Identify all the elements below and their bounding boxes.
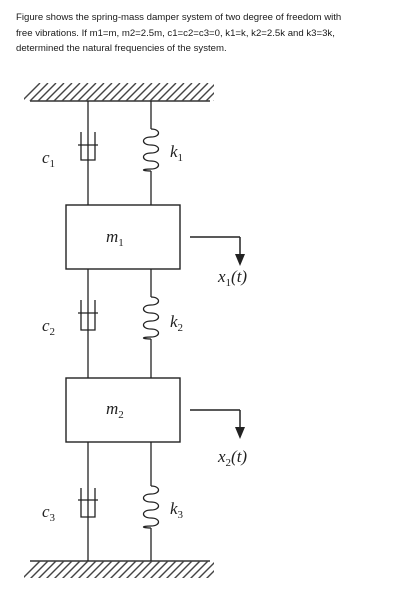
ground-hatch-line <box>110 561 128 579</box>
mass-m2-label: $m_2$ <box>106 399 124 421</box>
ground-hatch-line <box>206 561 224 579</box>
ground-hatch-line <box>94 561 112 579</box>
damper-c3-label: $c_3$ <box>42 502 56 524</box>
damper-c2 <box>78 269 98 378</box>
ground-hatch-line <box>54 83 72 101</box>
ground-hatch-line <box>22 83 40 101</box>
spring-k2-label: $k_2$ <box>170 312 184 334</box>
ground-hatch-line <box>214 83 232 101</box>
ground-hatch-line <box>214 561 232 579</box>
ground-hatch-line <box>70 561 88 579</box>
ground-hatch-line <box>62 83 80 101</box>
spring-k3 <box>144 442 159 561</box>
ground-hatch-line <box>46 83 64 101</box>
ground-hatch-line <box>198 83 216 101</box>
ground-hatch-line <box>134 83 152 101</box>
ground-hatch-line <box>22 561 40 579</box>
damper-c1 <box>78 101 98 205</box>
ground-hatch-line <box>70 83 88 101</box>
ground-hatch-line <box>78 83 96 101</box>
top-ground-support <box>22 83 240 101</box>
ground-hatch-line <box>38 561 56 579</box>
damper-c3 <box>78 442 98 561</box>
damper-c1-label: $c_1$ <box>42 148 56 170</box>
ground-hatch-line <box>30 561 48 579</box>
ground-hatch-line <box>126 83 144 101</box>
ground-hatch-line <box>222 83 240 101</box>
ground-hatch-line <box>174 83 192 101</box>
bottom-ground-support <box>22 561 240 579</box>
ground-hatch-line <box>166 561 184 579</box>
ground-hatch-line <box>190 561 208 579</box>
spring-k3-label: $k_3$ <box>170 499 184 521</box>
question-line: determined the natural frequencies of the system. <box>16 43 227 54</box>
ground-hatch-line <box>86 561 104 579</box>
ground-hatch-line <box>206 83 224 101</box>
ground-hatch-line <box>62 561 80 579</box>
ground-hatch-line <box>46 561 64 579</box>
ground-hatch-line <box>102 83 120 101</box>
displacement-arrow-x1 <box>190 237 245 266</box>
ground-hatch-line <box>102 561 120 579</box>
mass-m1-label: $m_1$ <box>106 227 124 249</box>
ground-hatch-line <box>38 83 56 101</box>
ground-hatch-line <box>182 561 200 579</box>
ground-hatch-line <box>94 83 112 101</box>
ground-hatch-line <box>110 83 128 101</box>
ground-hatch-line <box>222 561 240 579</box>
ground-hatch-line <box>86 83 104 101</box>
ground-hatch-line <box>150 83 168 101</box>
ground-hatch-line <box>142 83 160 101</box>
ground-hatch-line <box>198 561 216 579</box>
displacement-x1-label: $x_1(t)$ <box>218 267 248 289</box>
spring-k1-label: $k_1$ <box>170 142 184 164</box>
ground-hatch-line <box>118 561 136 579</box>
question-line: free vibrations. If m1=m, m2=2.5m, c1=c2=c3=0, k1=k, k2=2.5k and k3=3k, <box>16 27 335 39</box>
ground-hatch-line <box>126 561 144 579</box>
ground-hatch-line <box>182 83 200 101</box>
ground-hatch-line <box>174 561 192 579</box>
ground-hatch-line <box>118 83 136 101</box>
ground-hatch-line <box>158 83 176 101</box>
ground-hatch-line <box>30 83 48 101</box>
ground-hatch-line <box>166 83 184 101</box>
displacement-arrow-x2 <box>190 410 245 439</box>
ground-hatch-line <box>134 561 152 579</box>
ground-hatch-line <box>150 561 168 579</box>
damper-c2-label: $c_2$ <box>42 316 56 338</box>
ground-hatch-line <box>158 561 176 579</box>
question-line: Figure shows the spring-mass damper system of two degree of freedom with <box>16 12 342 23</box>
spring-k2 <box>144 269 159 378</box>
displacement-x2-label: $x_2(t)$ <box>218 447 248 469</box>
ground-hatch-line <box>142 561 160 579</box>
ground-hatch-line <box>190 83 208 101</box>
ground-hatch-line <box>78 561 96 579</box>
spring-k1 <box>144 101 159 205</box>
ground-hatch-line <box>54 561 72 579</box>
